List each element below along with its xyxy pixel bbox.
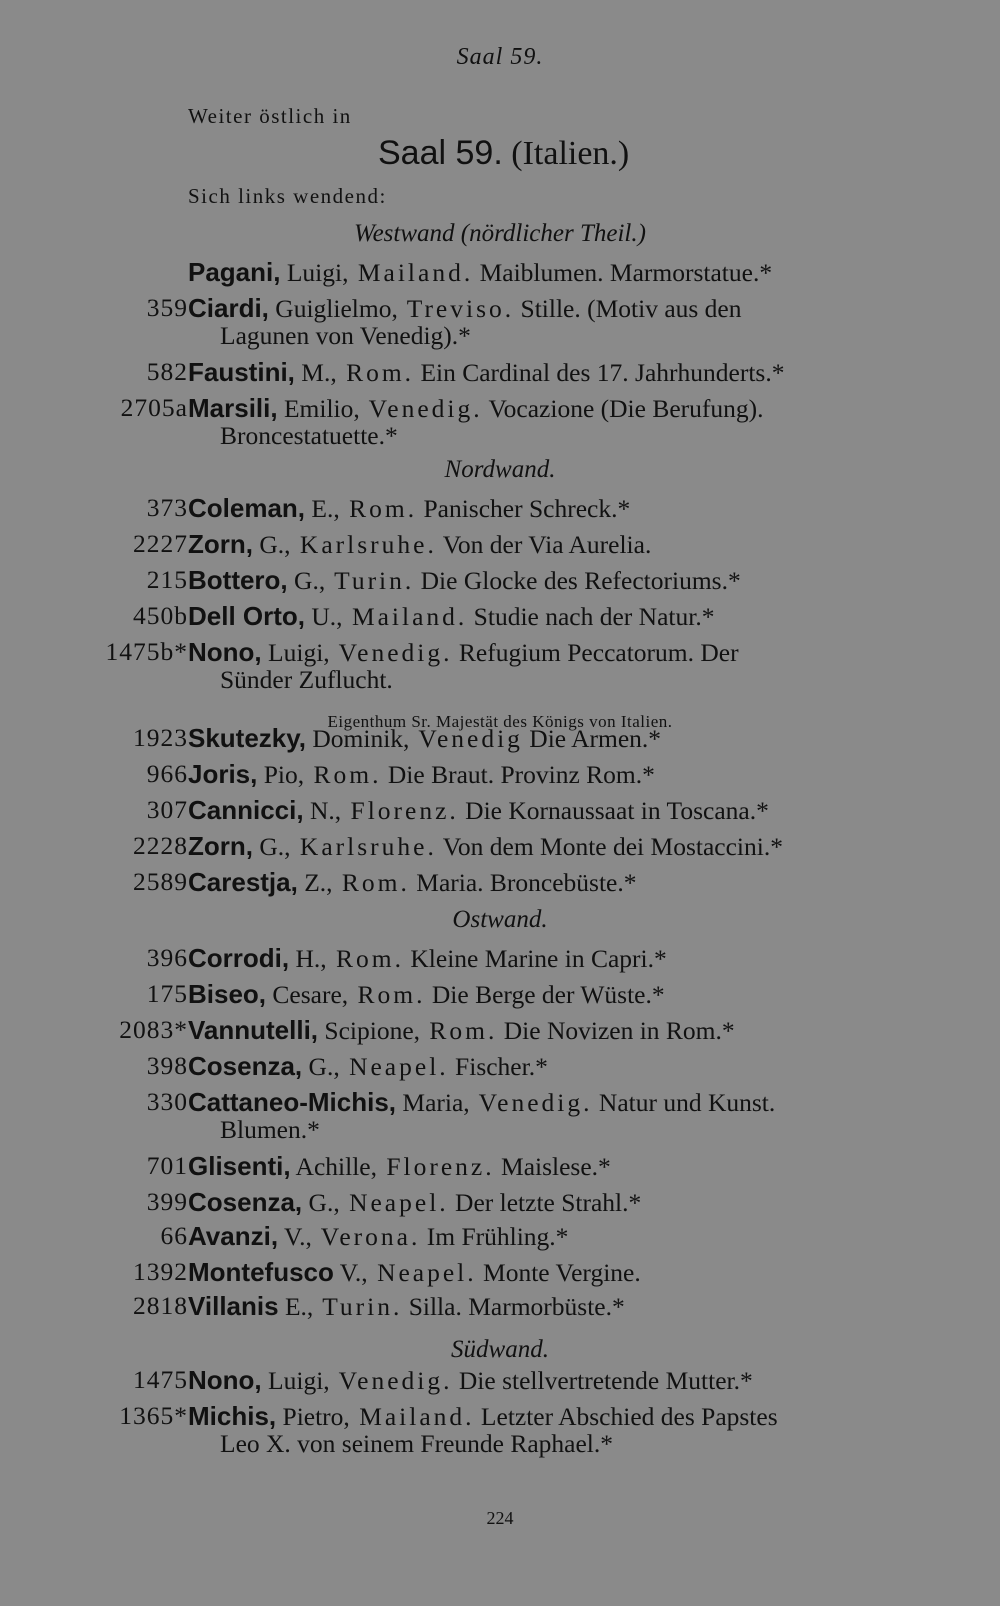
entry-continuation: Leo X. von seinem Freunde Raphael.* (220, 1429, 614, 1458)
artist-city: Mailand. (348, 258, 474, 287)
artist-first-name: Maria, (396, 1088, 470, 1117)
entry-text (188, 796, 928, 825)
artist-name: Joris, (188, 759, 258, 789)
artist-city: Verona. (311, 1222, 421, 1251)
artist-city: Rom. (336, 358, 415, 387)
artwork-description: Die Kornaussaat in Toscana.* (458, 796, 769, 825)
artist-first-name: E., (305, 494, 340, 523)
artist-name: Villanis (188, 1291, 279, 1321)
artist-name: Cannicci, (188, 795, 304, 825)
hall-country: (Italien.) (511, 135, 630, 172)
entry-number: 1475b* (105, 637, 188, 666)
artist-name: Pagani, (188, 257, 281, 287)
section-east: Ostwand. (452, 906, 548, 933)
artist-city: Florenz. (376, 1152, 495, 1181)
artist-first-name: Guiglielmo, (268, 294, 398, 323)
artwork-description: Natur und Kunst. (592, 1088, 776, 1117)
entry-text (188, 1292, 928, 1321)
entry-number: 359 (146, 293, 188, 322)
artwork-description: Panischer Schreck.* (417, 494, 631, 523)
artist-name: Cosenza, (188, 1051, 303, 1081)
entry-text (188, 530, 928, 559)
artist-first-name: G., (302, 1052, 340, 1081)
artist-name: Dell Orto, (188, 601, 306, 631)
artist-name: Zorn, (188, 831, 253, 861)
artist-name: Avanzi, (188, 1221, 279, 1251)
page-number: 224 (486, 1508, 514, 1528)
entry-text (188, 1188, 928, 1217)
entry-number: 399 (146, 1187, 188, 1216)
artist-name: Nono, (188, 637, 262, 667)
artist-city: Venedig. (329, 1366, 453, 1395)
artwork-description: Die stellvertretende Mutter.* (452, 1366, 753, 1395)
artwork-description: Die Novizen in Rom.* (497, 1016, 735, 1045)
artist-city: Venedig. (329, 638, 453, 667)
artist-city: Venedig. (359, 394, 483, 423)
entry-number: 701 (146, 1151, 188, 1180)
artwork-description: Monte Vergine. (476, 1258, 641, 1287)
entry-number: 175 (146, 979, 188, 1008)
artwork-description: Der letzte Strahl.* (448, 1188, 642, 1217)
entry-text (188, 760, 928, 789)
artist-first-name: E., (278, 1292, 314, 1321)
artist-first-name: N., (303, 796, 342, 825)
artwork-description: Die Berge der Wüste.* (425, 980, 665, 1009)
artwork-description: Maiblumen. Marmorstatue.* (473, 258, 773, 287)
entry-text (188, 1366, 928, 1395)
entry-text (188, 944, 928, 973)
artist-city: Rom. (339, 494, 418, 523)
entry-number: 966 (146, 759, 188, 788)
section-west: Westwand (nördlicher Theil.) (354, 220, 646, 247)
entry-number: 2705a (120, 393, 188, 422)
artist-first-name: Dominik, (306, 724, 410, 753)
artist-name: Zorn, (188, 529, 253, 559)
artwork-description: Im Frühling.* (420, 1222, 569, 1251)
artist-first-name: Emilio, (277, 394, 360, 423)
entry-text (188, 602, 928, 631)
artist-first-name: G., (302, 1188, 340, 1217)
entry-number: 66 (160, 1221, 188, 1250)
entry-continuation: Sünder Zuflucht. (220, 665, 393, 694)
intro-line-2: Sich links wendend: (188, 184, 387, 208)
artist-first-name: G., (287, 566, 326, 595)
artist-city: Neapel. (367, 1258, 477, 1287)
artist-first-name: Pietro, (276, 1402, 350, 1431)
artist-first-name: Luigi, (280, 258, 349, 287)
entry-number: 2227 (133, 529, 188, 558)
entry-text (188, 638, 928, 667)
artist-first-name: V., (278, 1222, 312, 1251)
artist-city: Mailand. (349, 1402, 475, 1431)
entry-continuation: Broncestatuette.* (220, 421, 398, 450)
artist-first-name: Pio, (257, 760, 305, 789)
entry-number: 582 (146, 357, 188, 386)
entry-number: 1475 (133, 1365, 188, 1394)
artist-name: Glisenti, (188, 1151, 291, 1181)
artist-name: Skutezky, (188, 723, 307, 753)
entry-text (188, 980, 928, 1009)
entry-number: 396 (146, 943, 188, 972)
artist-name: Michis, (188, 1401, 277, 1431)
artwork-description: Maislese.* (494, 1152, 611, 1181)
entry-number: 1392 (133, 1257, 188, 1286)
entry-number: 373 (146, 493, 188, 522)
artist-city: Rom. (332, 868, 410, 897)
entry-number: 215 (146, 565, 188, 594)
artist-first-name: G., (253, 530, 291, 559)
entry-number: 450b (133, 601, 188, 630)
entry-text (188, 394, 928, 423)
artist-first-name: Luigi, (261, 638, 330, 667)
entry-text (188, 294, 928, 323)
entry-number: 1923 (133, 723, 188, 752)
artwork-description: Refugium Peccatorum. Der (452, 638, 739, 667)
entry-text (188, 1016, 928, 1045)
entry-number: 2589 (133, 867, 188, 896)
hall-heading (378, 134, 629, 173)
entry-number: 398 (146, 1051, 188, 1080)
entry-continuation: Lagunen von Venedig).* (220, 321, 471, 350)
artist-first-name: H., (289, 944, 327, 973)
artwork-description: Maria. Broncebüste.* (409, 868, 637, 897)
artwork-description: Fischer.* (448, 1052, 548, 1081)
artwork-description: Stille. (Motiv aus den (514, 294, 742, 323)
artist-name: Faustini, (188, 357, 295, 387)
artist-first-name: Cesare, (266, 980, 349, 1009)
entry-text (188, 494, 928, 523)
artist-city: Karlsruhe. (290, 530, 437, 559)
artist-name: Vannutelli, (188, 1015, 319, 1045)
artist-name: Biseo, (188, 979, 267, 1009)
artist-city: Treviso. (397, 294, 515, 323)
entry-text (188, 258, 928, 287)
entry-number: 1365* (119, 1401, 188, 1430)
artwork-description: Von dem Monte dei Mostaccini.* (436, 832, 783, 861)
artist-city: Venedig. (469, 1088, 593, 1117)
artist-name: Corrodi, (188, 943, 290, 973)
artwork-description: Vocazione (Die Berufung). (482, 394, 764, 423)
artwork-description: Studie nach der Natur.* (467, 602, 715, 631)
artist-name: Cosenza, (188, 1187, 303, 1217)
entry-text (188, 1088, 928, 1117)
entry-text (188, 566, 928, 595)
artist-city: Venedig (409, 724, 523, 753)
artwork-description: Von der Via Aurelia. (436, 530, 652, 559)
section-north: Nordwand. (444, 456, 556, 483)
intro-line-1: Weiter östlich in (188, 104, 352, 128)
artist-first-name: U., (305, 602, 343, 631)
entry-text (188, 1052, 928, 1081)
artist-city: Turin. (325, 566, 415, 595)
artist-first-name: Scipione, (318, 1016, 421, 1045)
artist-name: Ciardi, (188, 293, 269, 323)
artist-first-name: Luigi, (261, 1366, 330, 1395)
artist-city: Mailand. (342, 602, 468, 631)
running-header: Saal 59. (456, 44, 544, 70)
artwork-description: Die Armen.* (522, 724, 662, 753)
artwork-description: Letzter Abschied des Papstes (474, 1402, 778, 1431)
entry-text (188, 868, 928, 897)
artwork-description: Die Glocke des Refectoriums.* (414, 566, 741, 595)
artist-first-name: Z., (297, 868, 333, 897)
artwork-description: Die Braut. Provinz Rom.* (381, 760, 655, 789)
ownership-note: Eigenthum Sr. Majestät des Königs von Italien. (327, 712, 673, 731)
artist-name: Montefusco (188, 1257, 334, 1287)
artist-city: Rom. (348, 980, 426, 1009)
artist-name: Marsili, (188, 393, 278, 423)
artwork-description: Ein Cardinal des 17. Jahrhunderts.* (414, 358, 785, 387)
entry-text (188, 1258, 928, 1287)
artist-city: Neapel. (339, 1188, 449, 1217)
artist-city: Rom. (420, 1016, 498, 1045)
entry-text (188, 1152, 928, 1181)
artist-name: Coleman, (188, 493, 306, 523)
artist-city: Karlsruhe. (290, 832, 437, 861)
entry-text (188, 832, 928, 861)
artist-first-name: G., (253, 832, 291, 861)
section-south: Südwand. (451, 1336, 549, 1363)
artist-city: Rom. (326, 944, 404, 973)
artist-city: Florenz. (341, 796, 459, 825)
artist-name: Nono, (188, 1365, 262, 1395)
entry-number: 307 (146, 795, 188, 824)
artist-name: Carestja, (188, 867, 298, 897)
artist-first-name: Achille, (290, 1152, 377, 1181)
artist-city: Rom. (304, 760, 382, 789)
entry-text (188, 1402, 928, 1431)
entry-continuation: Blumen.* (220, 1115, 320, 1144)
artwork-description: Silla. Marmorbüste.* (402, 1292, 625, 1321)
artwork-description: Kleine Marine in Capri.* (404, 944, 667, 973)
entry-number: 2228 (133, 831, 188, 860)
artist-city: Neapel. (339, 1052, 449, 1081)
artist-name: Bottero, (188, 565, 288, 595)
hall-number: Saal 59. (378, 134, 503, 172)
artist-name: Cattaneo-Michis, (188, 1087, 397, 1117)
artist-first-name: M., (294, 358, 337, 387)
entry-number: 2818 (133, 1291, 188, 1320)
artist-city: Turin. (313, 1292, 403, 1321)
entry-number: 330 (146, 1087, 188, 1116)
entry-text (188, 358, 928, 387)
entry-text (188, 1222, 928, 1251)
entry-number: 2083* (119, 1015, 188, 1044)
artist-first-name: V., (333, 1258, 368, 1287)
